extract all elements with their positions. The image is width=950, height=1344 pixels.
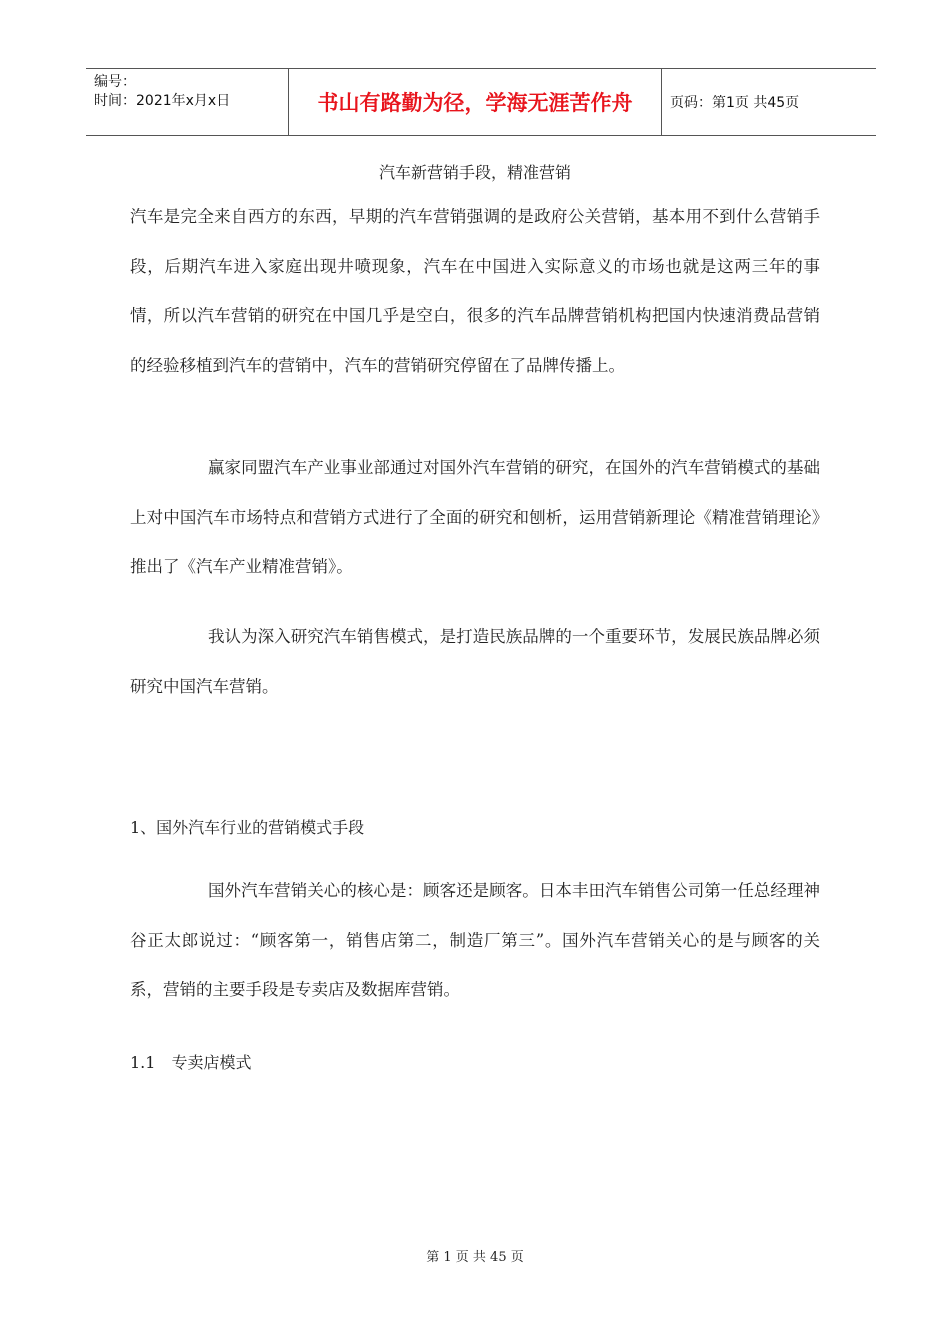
number-label: 编号： [94,74,136,90]
paragraph-winner-alliance: 赢家同盟汽车产业事业部通过对国外汽车营销的研究，在国外的汽车营销模式的基础上对中国汽车市场特点和营销方式进行了全面的研究和刨析，运用营销新理论《精准营销理论》推出了《汽车产业精准营销》。 [130,458,820,576]
section-heading-1-1: 1.1 专卖店模式 [130,1053,252,1072]
document-header [86,68,876,136]
header-page-code: 页码：第1页 共45页 [670,95,800,111]
paragraph-opinion: 我认为深入研究汽车销售模式，是打造民族品牌的一个重要环节，发展民族品牌必须研究中国汽车营销。 [130,627,820,696]
paragraph-intro: 汽车是完全来自西方的东西，早期的汽车营销强调的是政府公关营销，基本用不到什么营销手段，后期汽车进入家庭出现井喷现象，汽车在中国进入实际意义的市场也就是这两三年的事情，所以汽车营销的研究在中国几乎是空白，很多的汽车品牌营销机构把国内快速消费品营销的经验移植到汽车的营销中，汽车的营销研究停留在了品牌传播上。 [130,207,820,375]
date-label: 时间：2021年x月x日 [94,93,231,109]
document-title: 汽车新营销手段，精准营销 [378,163,571,182]
header-motto: 书山有路勤为径，学海无涯苦作舟 [288,69,662,135]
section-heading-1: 1、国外汽车行业的营销模式手段 [130,818,365,837]
page-footer: 第 1 页 共 45 页 [426,1250,524,1265]
paragraph-foreign-marketing: 国外汽车营销关心的核心是：顾客还是顾客。日本丰田汽车销售公司第一任总经理神谷正太郎说过：“顾客第一，销售店第二，制造厂第三”。国外汽车营销关心的是与顾客的关系，营销的主要手段是专卖店及数据库营销。 [130,881,820,999]
header-meta [86,69,288,135]
